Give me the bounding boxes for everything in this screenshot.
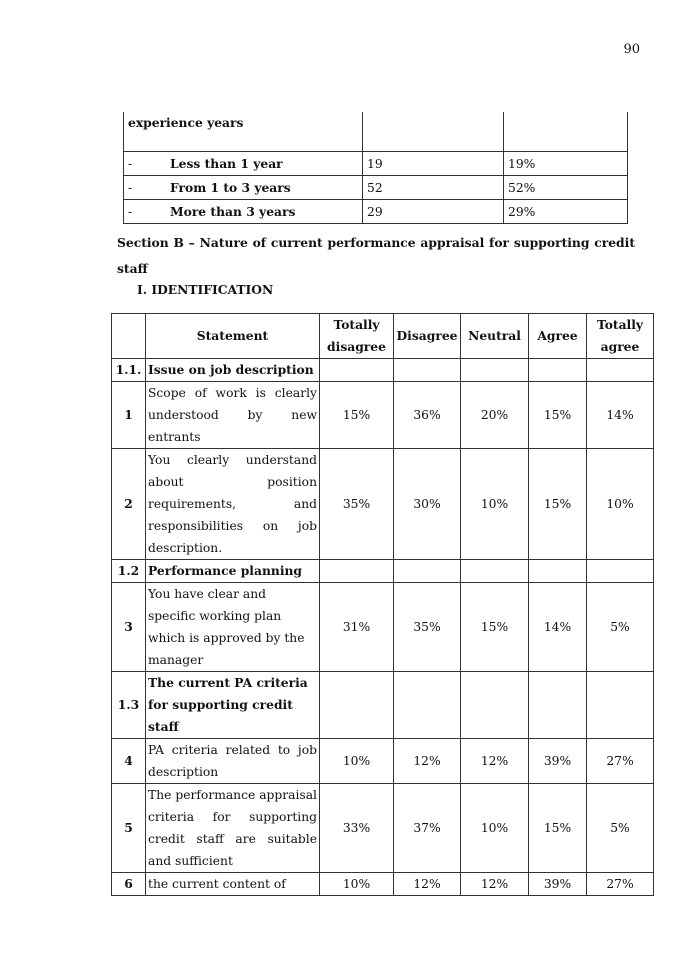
table-cell (587, 359, 654, 382)
table-row (112, 449, 654, 560)
value-cell: 5% (587, 784, 654, 873)
column-header: Disagree (394, 314, 461, 359)
value-cell: 35% (320, 449, 394, 560)
appraisal-survey-table (111, 313, 654, 896)
value-cell: 39% (529, 873, 587, 896)
row-number: 1.1. (112, 359, 146, 382)
statement-cell: You have clear and specific working plan which is approved by the manager (146, 583, 320, 672)
value-cell: 30% (394, 449, 461, 560)
header-row (112, 314, 654, 359)
statement-cell: Scope of work is clearly understood by new entrants (146, 382, 320, 449)
experience-years-table (123, 112, 628, 224)
value-cell: 37% (394, 784, 461, 873)
value-cell: 12% (394, 873, 461, 896)
table-cell: experience years (124, 112, 363, 152)
value-cell: 15% (320, 382, 394, 449)
row-number: 6 (112, 873, 146, 896)
table-cell (394, 672, 461, 739)
value-cell: 15% (529, 449, 587, 560)
table-cell (394, 560, 461, 583)
table-cell (124, 200, 363, 224)
value-cell: 10% (461, 449, 529, 560)
row-label: More than 3 years (170, 203, 296, 219)
table-row (112, 873, 654, 896)
table-cell (587, 560, 654, 583)
statement-cell: PA criteria related to job description (146, 739, 320, 784)
table-cell (504, 112, 628, 152)
table-row (124, 152, 628, 176)
value-cell: 31% (320, 583, 394, 672)
value-cell: 15% (461, 583, 529, 672)
table-cell (320, 560, 394, 583)
table-cell (461, 672, 529, 739)
count-cell: 29 (363, 200, 504, 224)
value-cell: 27% (587, 739, 654, 784)
column-header: Totally agree (587, 314, 654, 359)
row-number: 1 (112, 382, 146, 449)
table-cell (529, 672, 587, 739)
statement-cell: You clearly understand about position requirements, and responsibilities on job description. (146, 449, 320, 560)
value-cell: 14% (529, 583, 587, 672)
percent-cell: 19% (504, 152, 628, 176)
row-number: 1.2 (112, 560, 146, 583)
table-row (124, 112, 628, 152)
value-cell: 14% (587, 382, 654, 449)
row-number: 5 (112, 784, 146, 873)
table-row (112, 739, 654, 784)
table-cell (320, 359, 394, 382)
value-cell: 15% (529, 382, 587, 449)
column-header: Agree (529, 314, 587, 359)
group-row (112, 359, 654, 382)
value-cell: 12% (461, 739, 529, 784)
value-cell: 5% (587, 583, 654, 672)
table-cell (529, 560, 587, 583)
value-cell: 39% (529, 739, 587, 784)
table-cell (124, 152, 363, 176)
value-cell: 12% (461, 873, 529, 896)
value-cell: 12% (394, 739, 461, 784)
percent-cell: 29% (504, 200, 628, 224)
value-cell: 10% (587, 449, 654, 560)
bullet: - (128, 180, 133, 195)
count-cell: 52 (363, 176, 504, 200)
table-row (112, 583, 654, 672)
section-title: Section B – Nature of current performance appraisal for supporting credit staff (117, 235, 635, 276)
value-cell: 10% (320, 873, 394, 896)
table-cell (461, 359, 529, 382)
percent-cell: 52% (504, 176, 628, 200)
value-cell: 35% (394, 583, 461, 672)
table-cell (394, 359, 461, 382)
statement-cell: The performance appraisal criteria for supporting credit staff are suitable and sufficient (146, 784, 320, 873)
table-cell (461, 560, 529, 583)
row-label: From 1 to 3 years (170, 179, 291, 195)
table-cell (124, 176, 363, 200)
table-row (112, 382, 654, 449)
table-row (112, 784, 654, 873)
group-row (112, 560, 654, 583)
table-cell (529, 359, 587, 382)
row-number: 2 (112, 449, 146, 560)
table-row (124, 200, 628, 224)
bullet: - (128, 156, 133, 171)
table-cell (587, 672, 654, 739)
table-cell (363, 112, 504, 152)
group-row (112, 672, 654, 739)
value-cell: 33% (320, 784, 394, 873)
group-title: Performance planning (146, 560, 320, 583)
column-header: Statement (146, 314, 320, 359)
group-title: Issue on job description (146, 359, 320, 382)
row-number: 4 (112, 739, 146, 784)
value-cell: 36% (394, 382, 461, 449)
statement-cell: the current content of (146, 873, 320, 896)
column-header: Totally disagree (320, 314, 394, 359)
value-cell: 27% (587, 873, 654, 896)
page-number: 90 (623, 42, 640, 57)
value-cell: 10% (461, 784, 529, 873)
table-row (124, 176, 628, 200)
value-cell: 20% (461, 382, 529, 449)
count-cell: 19 (363, 152, 504, 176)
value-cell: 15% (529, 784, 587, 873)
bullet: - (128, 204, 133, 219)
row-number: 3 (112, 583, 146, 672)
identification-heading: I. IDENTIFICATION (137, 282, 274, 297)
group-title: The current PA criteria for supporting credit staff (146, 672, 320, 739)
table-cell (112, 314, 146, 359)
value-cell: 10% (320, 739, 394, 784)
column-header: Neutral (461, 314, 529, 359)
row-label: Less than 1 year (170, 155, 283, 171)
table-cell (320, 672, 394, 739)
row-number: 1.3 (112, 672, 146, 739)
